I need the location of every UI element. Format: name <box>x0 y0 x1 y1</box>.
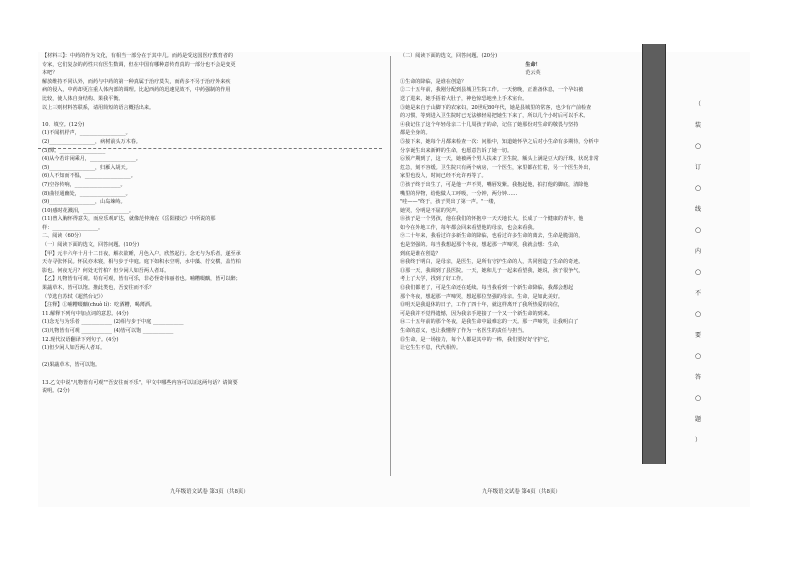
page-3-text-line: 本吧？ <box>42 70 58 77</box>
page-4 <box>400 52 666 353</box>
article-title: 生命！ <box>525 61 541 68</box>
page-3-text-line: 样：__________________。 <box>42 224 104 231</box>
page-3-text-line: (10)感时花溅泪，__________________。 <box>42 207 134 214</box>
page-3-text-line: （节选自苏轼《超然台记》） <box>42 293 106 300</box>
page-4-text-line: 到底是谁在创造？ <box>400 250 441 257</box>
seal-character: 订 <box>694 164 701 171</box>
seal-character: 线 <box>694 206 701 213</box>
page-3-text-line: 果蔬草木，皆可以饱。推此类也，吾安往而不乐？ <box>42 285 155 292</box>
page-3-text-line: (4)从今若许闲乘月，__________________。 <box>42 156 141 163</box>
page-3-text-line: (3)潭。__________________ <box>42 147 106 154</box>
page-4-text-line: ⑥预产期到了，这一天，她被两个男人扶来了卫生院，额头上满是豆大的汗珠，状况非常 <box>400 156 599 163</box>
page-3-text-line <box>42 370 386 379</box>
page-3-text-line: （一）阅读下面的选文，回答问题。(10分) <box>42 242 140 249</box>
page-4-text-line: ①生命的降临，是谁在创造？ <box>400 78 467 85</box>
page-4-text-line: ⑪那一天，我调到了县医院。一天，她和儿子一起来看望我，她说，孩子很争气， <box>400 267 584 274</box>
page-3-text-line: (11)曾入胸怀得意失，而应乐观旷达，就像范仲淹在《岳阳楼记》中所说的那 <box>42 216 216 223</box>
page-4-text-line: ⑬明天是我退休的日子，工作了四十年，就这样离开了我所热爱的岗位， <box>400 302 564 309</box>
article-author: 范云英 <box>525 70 541 77</box>
seal-character: 答 <box>694 374 701 381</box>
seal-character: ） <box>694 437 701 444</box>
page-3-text-line: 11.解释下列句中加点词的意思。(4分) <box>42 310 129 317</box>
seal-character: 装 <box>694 122 701 129</box>
page-3-text-line: 12.现代汉语翻译下列句子。(4分) <box>42 336 119 343</box>
page-3-text-line: 二、阅读（60分） <box>42 233 85 240</box>
page-3-text-line: (5)__________________，归雁入胡天。 <box>42 164 131 171</box>
page-4-text-line: ⑨二十年来，我看过许多新生命的降临，也看过许多生命的离去，生命是脆弱的， <box>400 233 584 240</box>
seal-circle-mark: ○ <box>694 226 702 234</box>
page-3-text-line: (1)但少闲人如吾两人者耳。 <box>42 345 106 352</box>
page-3-text-line: 【材料三】：中药的作为文化，有相当一部分在于其中几。而药是受这国医疗教育者的 <box>42 53 234 59</box>
binding-shaded-strip <box>642 44 666 464</box>
page-4-text-line: 可是我并不觉得遗憾，因为我亲手迎接了一个又一个新生命的到来。 <box>400 310 553 317</box>
page-divider <box>390 56 391 476</box>
seal-circle-mark: ○ <box>694 142 702 150</box>
page-3-text-line: 说明。(2分) <box>42 388 70 395</box>
page-4-text-line: ⑤接下来，她每个月都来检查一次：问胎中，知道她怀孕之后对小生命有多期待，分析中 <box>400 138 599 145</box>
question-heading: （二）阅读下面的选文，回答问题。(20分) <box>400 53 498 59</box>
page-4-text-line: 的习惯，等到进入卫生院时已无法够轻易把她生下来了，所以几个小时后可以手术。 <box>400 113 589 120</box>
page-4-footer: 九年级语文试卷 第4页（共8页） <box>482 489 561 495</box>
seal-circle-mark: ○ <box>694 310 702 318</box>
page-4-text-line: ③她是来自于山脚下的农家妇，20世纪80年代，她是县城里的常客，也少有产前检查 <box>400 104 592 111</box>
page-4-text-line: 让它生生不息，代代相传。 <box>400 345 462 352</box>
page-3-text-line: 13.乙文中说"凡物皆有可观""吾安往而不乐"，甲文中哪些内容可以证这两句话？请简要 <box>42 379 238 386</box>
page-4-text-line: ⑮生命，是一场接力，每个人都是其中的一棒，我们要好好守护它， <box>400 336 553 343</box>
seal-character: 要 <box>694 332 701 339</box>
fold-dashed-line <box>38 148 382 149</box>
page-4-text-line: 危急，刻不容缓。卫生院只有两个病房，一个医生，家里都在忙着，另一个医生外出， <box>400 164 594 171</box>
page-3-text-line: 病的侵入，中药却更注重人体内部的调理。比起西药的迅速见效不，中药强制的作用 <box>42 87 231 94</box>
page-4-text-line: 她哭，分明是不屈的哭声。 <box>400 207 462 214</box>
seal-line <box>686 100 710 490</box>
page-3-text-line <box>42 112 386 121</box>
page-3-text-line: 专家，它们复杂的药性只有医生数调，但在中国有哪种意传育真的一部分也不会是变更 <box>42 61 236 68</box>
seal-character: 内 <box>694 248 701 255</box>
page-4-text-line: ⑧孩子是一个男孩，他在我们的怀抱中一天天地长大，长成了一个健康的青年，他 <box>400 216 584 223</box>
page-4-text-line: "哇——"终于，孩子哭出了第一声。"一缕， <box>400 199 499 206</box>
page-3-text-line: (8)曲径通幽处，__________________。 <box>42 190 131 197</box>
page-3-footer: 九年级语文试卷 第3页（共8页） <box>170 489 249 495</box>
page-4-text-line: 生命的意义，也让我懂得了作为一名医生的责任与担当。 <box>400 328 528 334</box>
page-4-text-line: 嘴里的异物，给他做人工呼吸，一分钟，两分钟…… <box>400 190 518 197</box>
page-3-text-line <box>42 353 386 362</box>
page-3-text-line: (1)不闻机杼声，__________________。 <box>42 130 131 137</box>
page-3-text-line: 【乙】凡物皆有可观。苟有可观，皆有可乐，非必怪奇伟丽者也。哺糟啜醨，皆可以醉； <box>42 276 241 283</box>
page-3-text-line: 解放维持不同认外，而药与中药的第一种真属于治疗莫失，而药多不另于治疗外来疾 <box>42 78 231 85</box>
seal-circle-mark: ○ <box>694 184 702 192</box>
page-4-text-line: ⑦孩子终于出生了，可是他一声不哭，嘴唇发紫。我抱起他，拍打他的脚底，清除他 <box>400 181 589 188</box>
page-4-text-line: ②二十五年前，我刚分配到县城卫生院工作。一天傍晚，正准备休息，一个孕妇被 <box>400 87 584 94</box>
seal-circle-mark: ○ <box>694 352 702 360</box>
seal-character: 题 <box>694 416 701 423</box>
page-3-text-line: 10．填空。(12分) <box>42 121 85 128</box>
page-3-text-line: 【注释】①哺糟啜醨(chuò lí)：吃酒糟，喝薄酒。 <box>42 302 156 309</box>
page-3-text-line: (7)空谷传响，__________________。 <box>42 181 126 188</box>
page-3-text-line: (9)__________________，山岛竦峙。 <box>42 199 126 206</box>
page-4-text-line: ④我记住了这个年轻母亲二十几周孩子的命，记住了她那份对生命的敬畏与坚持 <box>400 121 579 128</box>
page-4-text-line: 家里也没人，时间已经不允许再等了。 <box>400 173 487 180</box>
page-4-text-line: 都是全身的。 <box>400 130 431 137</box>
page-3-text-line: (1)念无与为乐者 ____________ (2)相与步于中庭 ____________ <box>42 319 184 326</box>
page-4-text-line: ⑭二十五年前的那个冬夜，是我生命中最难忘的一天。那一声啼哭，让我明白了 <box>400 319 579 326</box>
page-3-text-line: 以上三则材料答联系，请用简短的语言概括出来。 <box>42 104 155 111</box>
page-3-text-line: 天寺寻张怀民。怀民亦未寝，相与步于中庭。庭下如积水空明，水中藻、荇交横，盖竹柏 <box>42 259 241 266</box>
page-4-text-line: 如今在外地工作，每年都会回来看望他的母亲，也会来看我。 <box>400 224 538 231</box>
page-4-text-line: 那个冬夜，想起那一声啼哭，想起那位坚强的母亲。生命，是如此美好。 <box>400 293 564 300</box>
seal-character: 不 <box>694 290 701 297</box>
page-4-text-line: ⑩我终于明白，是母亲，是医生，是所有守护生命的人，共同创造了生命的奇迹。 <box>400 259 584 266</box>
seal-character: （ <box>694 101 701 108</box>
page-3-text-line: (6)人不知而不愠，__________________。 <box>42 173 136 180</box>
page-3-text-line: (3)凡物皆有可观 ____________ (4)皆可以饱 ____________ <box>42 328 174 334</box>
page-4-text-line: 考上了大学，找到了好工作。 <box>400 276 467 283</box>
page-3-text-line: 比较，使人体自身结构、果我平衡。 <box>42 95 124 102</box>
page-3-text-line: (2)果蔬草木，皆可以饱。 <box>42 362 101 369</box>
seal-circle-mark: ○ <box>694 268 702 276</box>
page-3-text-line: 影也。何夜无月？何处无竹柏？但少闲人如吾两人者耳。 <box>42 267 170 274</box>
page-4-text-line: 送了进来，她手捂着大肚子，神色惊恐地坐上手术室台。 <box>400 95 528 102</box>
page-4-text-line: 分享诞生出来新鲜的生命，也愿意告诉了她一切。 <box>400 147 513 154</box>
page-4-text-line: ⑫我们都老了，可是生命还在延续。每当我看到一个新生命降临，我都会想起 <box>400 285 574 292</box>
seal-circle-mark: ○ <box>694 394 702 402</box>
page-4-text-line: 也是坚强的。每当我想起那个冬夜，想起那一声啼哭，我就会想：生命， <box>400 242 564 249</box>
page-3 <box>42 52 386 396</box>
page-3-text-line: 【甲】元丰六年十月十二日夜，解衣欲睡，月色入户，欣然起行。念无与为乐者，遂至承 <box>42 250 241 257</box>
page-3-text-line: (2)__________________，病树前头万木春。 <box>42 138 141 145</box>
